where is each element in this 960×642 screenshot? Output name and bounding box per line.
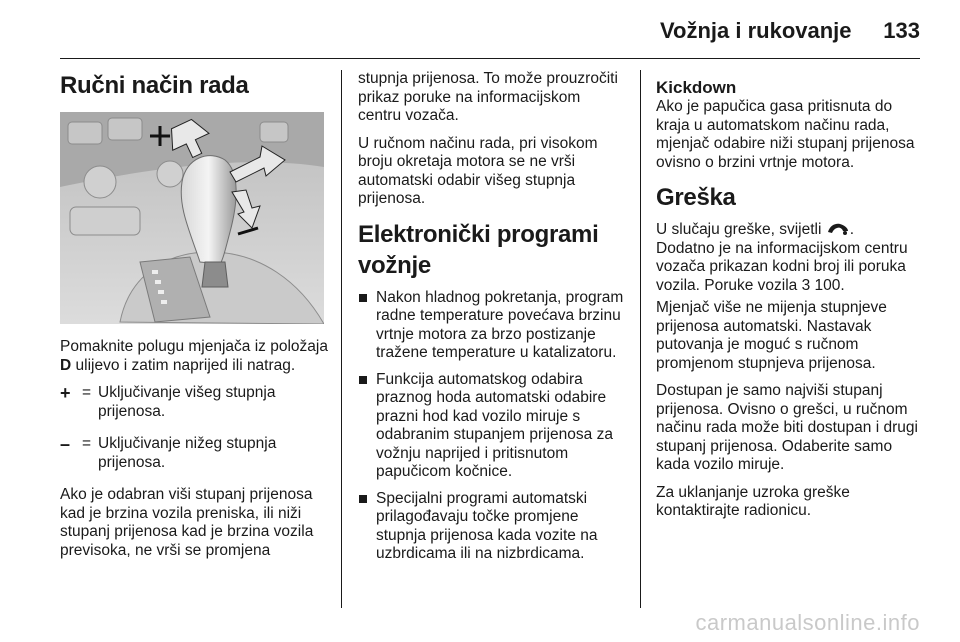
image-caption: Pomaknite polugu mjenjača iz položaja D ulijevo i zatim naprijed ili natrag. [60,338,328,374]
page-reference-icon: 3 [801,276,811,294]
paragraph: Ako je papučica gasa pritisnuta do kraja u automatskom načinu rada, mjenjač odabire niži stupanj prijenosa ovisno o brzini vrtnje motora. [656,98,915,171]
paragraph: Za uklanjanje uzroka greške kontaktirajte radionicu. [656,483,850,519]
minus-icon: – [60,434,71,454]
paragraph: Ako je odabran viši stupanj prijenosa kad je brzina vozila preniska, ili niži stupanj prijenosa kad je brzina vozila previsoka, ne vrši se promjena [60,486,314,559]
list-item: Specijalni programi automatski prilagođavaju točke promjene stupnja prijenosa kada vozite na uzbrdicama ili na nizbrdicama. [358,490,626,564]
list-item: Funkcija automatskog odabira praznog hoda automatski odabire prazni hod kad vozilo miruje s odabranim stupanjem prijenosa za vožnju naprijed i pritisnutom papučicom kočnice. [358,371,626,482]
paragraph: U slučaju greške, svijetli . Dodatno je na informacijskom centru vozača prikazan kodni broj ili poruka vozila. Poruke vozila 3 100. [656,221,908,294]
paragraph: U ručnom načinu rada, pri visokom broju okretaja motora se ne vrši automatski odabir višeg stupnja prijenosa. [358,134,598,207]
bullet-list [358,289,626,564]
definition-minus: – = Uključivanje nižeg stupnja prijenosa. [60,434,277,471]
watermark: carmanualsonline.info [695,610,920,635]
section-heading-driving-programs: Elektronički programi vožnje [358,220,599,279]
list-item: Nakon hladnog pokretanja, program radne temperature povećava brzinu vrtnje motora za brzo postizanje tražene temperature u katalizatoru. [358,289,626,363]
column-divider-2 [640,70,641,608]
subheading-kickdown: Kickdown [656,78,737,97]
column-divider-1 [341,70,342,608]
paragraph: stupnja prijenosa. To može prouzročiti prikaz poruke na informacijskom centru vozača. [358,70,618,124]
column-2 [358,70,626,572]
section-heading-fault: Greška [656,184,736,211]
header-rule [60,58,920,59]
column-1 [60,70,328,569]
paragraph: Dostupan je samo najviši stupanj prijenosa. Ovisno o grešci, u ručnom načinu rada može biti dostupan i drugi stupanj prijenosa. Odaberite samo kada vozilo miruje. [656,382,918,473]
definition-plus: + = Uključivanje višeg stupnja prijenosa. [60,383,276,420]
gear-shift-illustration [60,112,324,324]
page-header-title: Vožnja i rukovanje [660,18,852,43]
transmission-fault-icon [826,222,850,236]
paragraph: Mjenjač više ne mijenja stupnjeve prijenosa automatski. Nastavak putovanja je moguć s ručnom promjenom stupnjeva prijenosa. [656,299,887,372]
plus-icon: + [60,383,71,403]
column-3 [656,70,926,530]
page-number: 133 [883,18,920,43]
section-heading-manual-mode: Ručni način rada [60,72,249,99]
